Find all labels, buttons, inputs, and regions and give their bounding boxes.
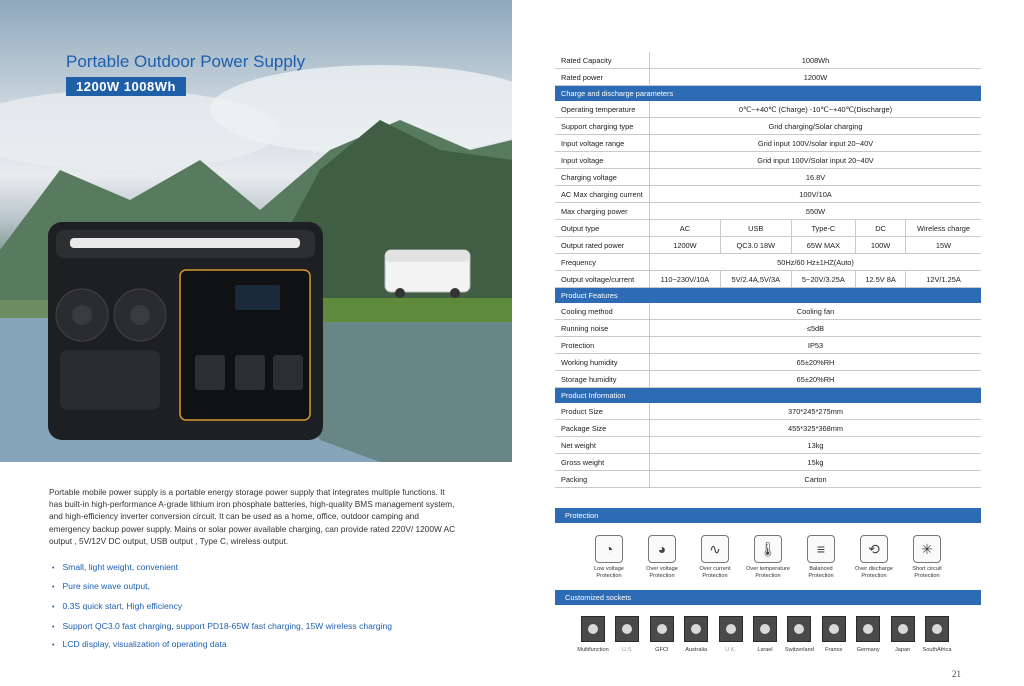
right-page <box>512 0 1024 686</box>
socket-icon <box>925 616 949 642</box>
bullet-icon: • <box>52 624 55 631</box>
table-row: Support charging type Grid charging/Solar charging <box>555 118 981 135</box>
socket-label: Japan <box>894 647 911 653</box>
socket-icon <box>891 616 915 642</box>
table-row: Frequency 50Hz/60 Hz±1HZ(Auto) <box>555 254 981 271</box>
bullet-icon: • <box>52 565 55 572</box>
table-row: Net weight 13kg <box>555 437 981 454</box>
section-header: Product Information <box>555 388 981 404</box>
gauge-low-icon: ◔ <box>595 535 623 563</box>
feature-item: • 0.3S quick start, High efficiency <box>52 601 183 611</box>
table-row: Rated Capacity 1008Wh <box>555 52 981 69</box>
socket-icon <box>684 616 708 642</box>
socket-label: U.K. <box>725 647 737 653</box>
table-row: Output type AC USB Type-C DC Wireless charge <box>555 220 981 237</box>
product-description: Portable mobile power supply is a portable energy storage power supply that integrates multiple functions. It has built-in high-performance A-grade lithium iron phosphate batteries, high-quality BMS management system, and high-efficiency inverter conversion circuit. It can be used as a home, office, outdoor camping and emergency backup power supply. Mains or solar power available charging, can provide rated 220V/ 1200W AC output , 5V/12V DC output, USB output , Type C, wireless output. <box>49 487 456 546</box>
socket-label: France <box>825 647 843 653</box>
table-row: Max charging power 550W <box>555 203 981 220</box>
feature-item: • LCD display, visualization of operating data <box>52 639 227 649</box>
protection-label: Over current Protection <box>699 566 731 579</box>
protection-label: Balanced Protection <box>808 566 834 579</box>
table-row: Package Size 455*325*368mm <box>555 420 981 437</box>
table-row: Rated power 1200W <box>555 69 981 86</box>
section-header: Charge and discharge parameters <box>555 86 981 102</box>
table-row: Output rated power 1200W QC3.0 18W 65W MAX 100W 15W <box>555 237 981 254</box>
table-row: Gross weight 15kg <box>555 454 981 471</box>
protection-label: Over temperature Protection <box>746 566 790 579</box>
table-row: Storage humidity 65±20%RH <box>555 371 981 388</box>
protection-label: Over voltage Protection <box>646 566 678 579</box>
table-row: Output voltage/current 110~230V/10A 5V/2.4A,5V/3A 5~20V/3.25A 12.5V 8A 12V/1.25A <box>555 271 981 288</box>
discharge-icon: ⟲ <box>860 535 888 563</box>
socket-label: GFCI <box>655 647 669 653</box>
table-row: Running noise ≤5dB <box>555 320 981 337</box>
socket-label: Germany <box>856 647 880 653</box>
socket-icon <box>615 616 639 642</box>
table-row: Charging voltage 16.8V <box>555 169 981 186</box>
socket-label: SouthAfrica <box>922 647 952 653</box>
bullet-icon: • <box>52 604 55 611</box>
thermometer-icon: 🌡 <box>754 535 782 563</box>
socket-icon <box>753 616 777 642</box>
gauge-high-icon: ◕ <box>648 535 676 563</box>
bullet-icon: • <box>52 584 55 591</box>
spark-icon: ✳ <box>913 535 941 563</box>
protection-label: Short circuit Protection <box>912 566 942 579</box>
protection-header: Protection <box>555 508 981 523</box>
page-number: 21 <box>952 669 961 679</box>
table-row: Input voltage Grid input 100V/Solar input 20~40V <box>555 152 981 169</box>
table-row: Operating temperature 0℃~+40℃ (Charge) -10℃~+40℃(Discharge) <box>555 101 981 118</box>
spec-table <box>555 52 981 488</box>
socket-label: Multifunction <box>577 647 609 653</box>
socket-label: Switzerland <box>784 647 814 653</box>
socket-icon <box>719 616 743 642</box>
socket-icon <box>822 616 846 642</box>
protection-label: Over discharge Protection <box>855 566 893 579</box>
feature-item: • Pure sine wave output, <box>52 581 150 591</box>
bullet-icon: • <box>52 642 55 649</box>
table-row: Packing Carton <box>555 471 981 488</box>
page-title: Portable Outdoor Power Supply <box>66 52 306 71</box>
table-row: Protection IP53 <box>555 337 981 354</box>
socket-label: Australia <box>685 647 708 653</box>
socket-icon <box>650 616 674 642</box>
table-row: Product Size 370*245*275mm <box>555 403 981 420</box>
table-row: Input voltage range Grid input 100V/solar input 20~40V <box>555 135 981 152</box>
waveform-icon: ∿ <box>701 535 729 563</box>
feature-item: • Small, light weight, convenient <box>52 562 179 572</box>
table-row: Cooling method Cooling fan <box>555 303 981 320</box>
sliders-icon: ≡ <box>807 535 835 563</box>
socket-label: U.S. <box>621 647 633 653</box>
section-header: Product Features <box>555 288 981 304</box>
socket-icon <box>787 616 811 642</box>
sockets-header: Customized sockets <box>555 590 981 605</box>
socket-label: Lsrael <box>757 647 773 653</box>
table-row: Working humidity 65±20%RH <box>555 354 981 371</box>
table-row: AC Max charging current 100V/10A <box>555 186 981 203</box>
page-subtitle: 1200W 1008Wh <box>66 77 186 96</box>
socket-icon <box>856 616 880 642</box>
protection-label: Low voltage Protection <box>594 566 624 579</box>
socket-icon <box>581 616 605 642</box>
feature-item: • Support QC3.0 fast charging, support PD18-65W fast charging, 15W wireless charging <box>52 621 393 631</box>
